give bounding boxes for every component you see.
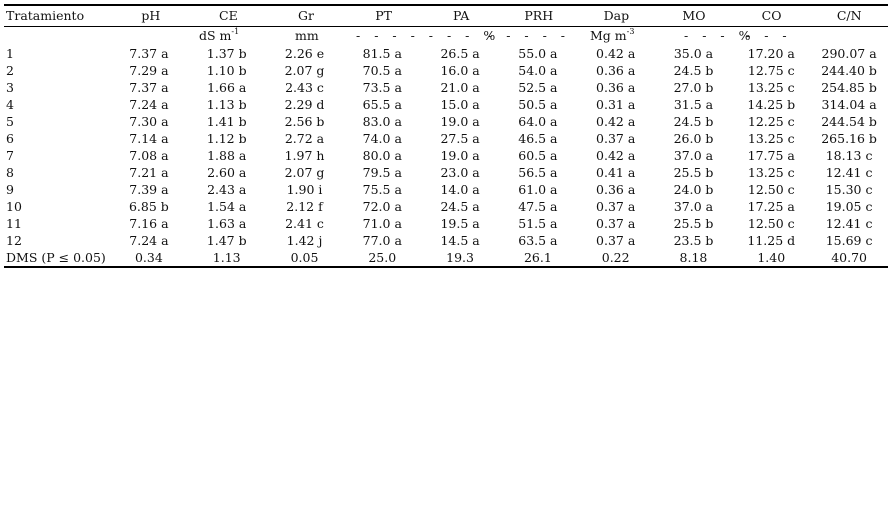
table-cell: 17.75 a <box>747 148 795 163</box>
table-cell: 7.08 a <box>129 148 169 163</box>
table-cell: 11.25 d <box>747 233 796 248</box>
table-cell: 23.5 b <box>673 233 714 248</box>
table-cell: 15.69 c <box>825 233 873 248</box>
row-label-cell: 7 <box>6 148 14 163</box>
table-cell: 73.5 a <box>362 80 402 95</box>
table-cell: 83.0 a <box>362 114 402 129</box>
table-cell: 25.5 b <box>673 165 714 180</box>
dms-value-prh: 26.1 <box>523 250 552 265</box>
table-cell: 7.24 a <box>129 97 169 112</box>
table-cell: 244.40 b <box>821 63 877 78</box>
table-cell: 7.16 a <box>129 216 169 231</box>
dms-label: DMS (P ≤ 0.05) <box>6 250 106 265</box>
table-cell: 26.5 a <box>440 46 480 61</box>
table-row <box>4 130 888 147</box>
table-cell: 21.0 a <box>440 80 480 95</box>
table-cell: 13.25 c <box>747 165 795 180</box>
dms-value-dap: 0.22 <box>601 250 630 265</box>
table-cell: 2.43 c <box>285 80 324 95</box>
table-cell: 0.42 a <box>596 148 636 163</box>
table-cell: 15.0 a <box>440 97 480 112</box>
table-cell: 79.5 a <box>362 165 402 180</box>
col-header-prh: PRH <box>524 8 554 23</box>
table-row <box>4 181 888 198</box>
table-cell: 290.07 a <box>821 46 877 61</box>
row-label-cell: 8 <box>6 165 14 180</box>
table-cell: 0.37 a <box>596 216 636 231</box>
table-cell: 7.30 a <box>129 114 169 129</box>
table-cell: 1.13 b <box>206 97 247 112</box>
col-header-tratamiento: Tratamiento <box>6 8 85 23</box>
unit-ce <box>199 27 239 45</box>
table-cell: 314.04 a <box>821 97 877 112</box>
dms-value-ce: 1.13 <box>212 250 241 265</box>
table-cell: 75.5 a <box>362 182 402 197</box>
dms-value-gr: 0.05 <box>290 250 319 265</box>
table-cell: 19.0 a <box>440 148 480 163</box>
table-cell: 7.29 a <box>129 63 169 78</box>
row-label-cell: 10 <box>6 199 22 214</box>
table-cell: 56.5 a <box>518 165 558 180</box>
table-cell: 80.0 a <box>362 148 402 163</box>
table-cell: 72.0 a <box>362 199 402 214</box>
table-cell: 12.50 c <box>747 182 795 197</box>
table-cell: 37.0 a <box>673 148 714 163</box>
table-cell: 24.0 b <box>673 182 714 197</box>
table-cell: 17.25 a <box>747 199 795 214</box>
table-body <box>4 45 888 249</box>
table-bottom-rule <box>4 266 888 268</box>
table-cell: 7.24 a <box>129 233 169 248</box>
dms-row <box>4 249 888 266</box>
col-header-ph: pH <box>141 8 161 23</box>
dms-value-mo: 8.18 <box>679 250 708 265</box>
table-cell: 81.5 a <box>362 46 402 61</box>
unit-ce-exponent: -1 <box>231 27 240 36</box>
table-cell: 2.72 a <box>284 131 325 146</box>
table-cell: 7.37 a <box>129 46 169 61</box>
table-cell: 31.5 a <box>673 97 714 112</box>
table-row <box>4 198 888 215</box>
unit-percent-left: - - - - - - - % <box>356 28 501 43</box>
col-header-pt: PT <box>375 8 392 23</box>
table-cell: 65.5 a <box>362 97 402 112</box>
col-header-pa: PA <box>453 8 470 23</box>
row-label-cell: 1 <box>6 46 14 61</box>
table-cell: 12.50 c <box>747 216 795 231</box>
table-cell: 51.5 a <box>518 216 558 231</box>
dms-value-cn: 40.70 <box>831 250 867 265</box>
unit-gr: mm <box>295 28 319 43</box>
table-row <box>4 96 888 113</box>
results-table <box>4 4 888 268</box>
table-cell: 7.14 a <box>129 131 169 146</box>
table-cell: 0.42 a <box>596 46 636 61</box>
row-label-cell: 9 <box>6 182 14 197</box>
table-cell: 1.90 i <box>286 182 323 197</box>
table-cell: 19.5 a <box>440 216 480 231</box>
table-cell: 0.42 a <box>596 114 636 129</box>
table-row <box>4 79 888 96</box>
table-cell: 1.54 a <box>207 199 247 214</box>
table-cell: 1.47 b <box>206 233 247 248</box>
table-cell: 19.05 c <box>825 199 873 214</box>
table-cell: 18.13 c <box>825 148 873 163</box>
table-cell: 70.5 a <box>362 63 402 78</box>
table-cell: 1.41 b <box>206 114 247 129</box>
dms-value-pt: 25.0 <box>368 250 397 265</box>
row-label-cell: 6 <box>6 131 14 146</box>
dms-value-co: 1.40 <box>757 250 786 265</box>
table-cell: 6.85 b <box>128 199 169 214</box>
units-row <box>4 27 888 45</box>
table-cell: 27.0 b <box>673 80 714 95</box>
row-label-cell: 11 <box>6 216 22 231</box>
table-cell: 2.12 f <box>286 199 323 214</box>
table-cell: 12.41 c <box>825 216 873 231</box>
table-cell: 12.25 c <box>747 114 795 129</box>
table-cell: 25.5 b <box>673 216 714 231</box>
header-row <box>4 6 888 26</box>
table-cell: 55.0 a <box>518 46 558 61</box>
table-cell: 63.5 a <box>518 233 558 248</box>
table-row <box>4 45 888 62</box>
table-cell: 54.0 a <box>518 63 558 78</box>
table-row <box>4 215 888 232</box>
table-cell: 2.43 a <box>207 182 247 197</box>
table-cell: 47.5 a <box>518 199 558 214</box>
row-label-cell: 12 <box>6 233 22 248</box>
table-cell: 0.37 a <box>596 131 636 146</box>
table-cell: 1.88 a <box>207 148 247 163</box>
table-cell: 2.26 e <box>284 46 325 61</box>
table-cell: 60.5 a <box>518 148 558 163</box>
table-cell: 15.30 c <box>825 182 873 197</box>
col-header-ce: CE <box>219 8 238 23</box>
table-cell: 74.0 a <box>362 131 402 146</box>
table-cell: 14.5 a <box>440 233 480 248</box>
table-row <box>4 147 888 164</box>
table-cell: 2.56 b <box>284 114 325 129</box>
table-row <box>4 164 888 181</box>
table-cell: 24.5 a <box>440 199 480 214</box>
table-cell: 16.0 a <box>440 63 480 78</box>
col-header-co: CO <box>761 8 782 23</box>
table-cell: 12.75 c <box>747 63 795 78</box>
table-cell: 2.29 d <box>284 97 325 112</box>
table-cell: 77.0 a <box>362 233 402 248</box>
unit-percent2-left: - - - % <box>684 28 756 43</box>
table-cell: 0.37 a <box>596 233 636 248</box>
unit-dap-text: Mg m <box>590 28 627 43</box>
table-cell: 12.41 c <box>825 165 873 180</box>
table-cell: 1.10 b <box>206 63 247 78</box>
table-cell: 7.21 a <box>129 165 169 180</box>
table-cell: 27.5 a <box>440 131 480 146</box>
table-cell: 14.25 b <box>747 97 796 112</box>
table-cell: 0.36 a <box>596 80 636 95</box>
table-cell: 0.41 a <box>596 165 636 180</box>
unit-percent2-right: - - - <box>746 28 792 43</box>
unit-dap <box>590 27 634 45</box>
table-cell: 1.97 h <box>284 148 325 163</box>
col-header-cn: C/N <box>836 8 862 23</box>
row-label-cell: 3 <box>6 80 14 95</box>
table-cell: 2.60 a <box>207 165 247 180</box>
table-cell: 1.63 a <box>207 216 247 231</box>
unit-dap-exponent: -3 <box>626 27 635 36</box>
table-cell: 244.54 b <box>821 114 877 129</box>
table-row <box>4 62 888 79</box>
unit-percent-right: - - - - - <box>488 28 571 43</box>
table-cell: 37.0 a <box>673 199 714 214</box>
table-cell: 24.5 b <box>673 114 714 129</box>
table-cell: 61.0 a <box>518 182 558 197</box>
table-cell: 1.12 b <box>206 131 247 146</box>
table-cell: 0.36 a <box>596 182 636 197</box>
table-cell: 50.5 a <box>518 97 558 112</box>
table-cell: 19.0 a <box>440 114 480 129</box>
table-cell: 13.25 c <box>747 131 795 146</box>
col-header-mo: MO <box>682 8 706 23</box>
table-cell: 1.42 j <box>286 233 323 248</box>
table-cell: 26.0 b <box>673 131 714 146</box>
unit-ce-text: dS m <box>199 28 232 43</box>
table-cell: 23.0 a <box>440 165 480 180</box>
dms-value-ph: 0.34 <box>134 250 163 265</box>
table-cell: 265.16 b <box>821 131 877 146</box>
col-header-dap: Dap <box>603 8 630 23</box>
col-header-gr: Gr <box>298 8 314 23</box>
table-cell: 2.07 g <box>284 63 325 78</box>
table-cell: 17.20 a <box>747 46 795 61</box>
table-cell: 64.0 a <box>518 114 558 129</box>
table-cell: 52.5 a <box>518 80 558 95</box>
table-cell: 13.25 c <box>747 80 795 95</box>
table-cell: 1.66 a <box>207 80 247 95</box>
table-cell: 24.5 b <box>673 63 714 78</box>
table-row <box>4 113 888 130</box>
table-cell: 0.36 a <box>596 63 636 78</box>
table-cell: 7.37 a <box>129 80 169 95</box>
table-row <box>4 232 888 249</box>
dms-value-pa: 19.3 <box>446 250 474 265</box>
row-label-cell: 4 <box>6 97 14 112</box>
table-cell: 14.0 a <box>440 182 480 197</box>
table-cell: 2.41 c <box>285 216 324 231</box>
table-cell: 1.37 b <box>206 46 247 61</box>
table-cell: 71.0 a <box>362 216 402 231</box>
table-cell: 254.85 b <box>821 80 877 95</box>
table-cell: 0.31 a <box>596 97 636 112</box>
table-cell: 46.5 a <box>518 131 558 146</box>
table-cell: 0.37 a <box>596 199 636 214</box>
row-label-cell: 5 <box>6 114 14 129</box>
table-cell: 7.39 a <box>129 182 169 197</box>
row-label-cell: 2 <box>6 63 14 78</box>
table-cell: 2.07 g <box>284 165 325 180</box>
table-cell: 35.0 a <box>673 46 714 61</box>
